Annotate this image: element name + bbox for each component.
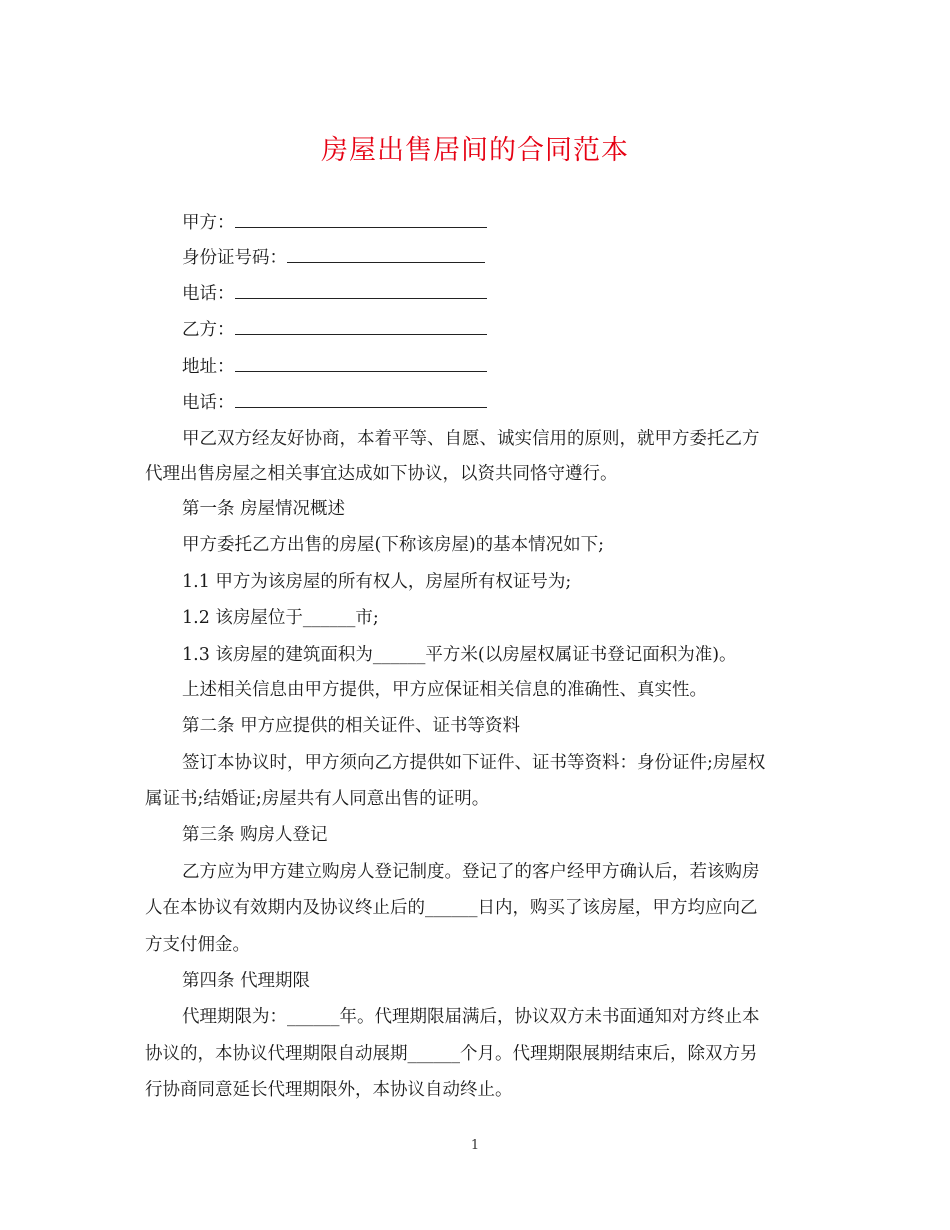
article-3-heading: 第三条 购房人登记 [182, 825, 328, 845]
phone-b-label: 电话： [182, 393, 235, 413]
article-4-line-3: 行协商同意延长代理期限外，本协议自动终止。 [145, 1080, 513, 1100]
clause-1-1: 1.1 甲方为该房屋的所有权人，房屋所有权证号为; [182, 572, 572, 592]
article-1-heading: 第一条 房屋情况概述 [182, 499, 346, 519]
article-4-heading: 第四条 代理期限 [182, 971, 311, 991]
id-number-label: 身份证号码： [182, 248, 287, 268]
party-b-label: 乙方： [182, 320, 235, 340]
party-a-field [182, 211, 487, 234]
party-b-blank [235, 318, 487, 335]
article-2-line-1: 签订本协议时，甲方须向乙方提供如下证件、证书等资料：身份证件;房屋权 [182, 753, 766, 773]
article-2-heading: 第二条 甲方应提供的相关证件、证书等资料 [182, 716, 521, 736]
phone-b-blank [235, 391, 487, 408]
party-a-label: 甲方： [182, 213, 235, 233]
article-1-intro: 甲方委托乙方出售的房屋(下称该房屋)的基本情况如下; [182, 535, 605, 555]
id-number-blank [287, 246, 485, 263]
article-3-line-2: 人在本协议有效期内及协议终止后的______日内，购买了该房屋，甲方均应向乙 [145, 898, 758, 918]
party-a-blank [235, 211, 487, 228]
phone-a-label: 电话： [182, 284, 235, 304]
article-2-line-2: 属证书;结婚证;房屋共有人同意出售的证明。 [145, 789, 490, 809]
document-title: 房屋出售居间的合同范本 [321, 135, 629, 166]
phone-a-blank [235, 282, 487, 299]
article-1-note: 上述相关信息由甲方提供，甲方应保证相关信息的准确性、真实性。 [182, 680, 707, 700]
address-blank [235, 355, 487, 372]
clause-1-3: 1.3 该房屋的建筑面积为______平方米(以房屋权属证书登记面积为准)。 [182, 645, 737, 665]
article-4-line-2: 协议的，本协议代理期限自动展期______个月。代理期限展期结束后，除双方另 [145, 1044, 758, 1064]
article-3-line-3: 方支付佣金。 [145, 935, 250, 955]
id-number-field [182, 246, 485, 269]
address-label: 地址： [182, 357, 235, 377]
address-field [182, 355, 487, 378]
clause-1-2: 1.2 该房屋位于______市; [182, 608, 379, 628]
party-b-field [182, 318, 487, 341]
article-3-line-1: 乙方应为甲方建立购房人登记制度。登记了的客户经甲方确认后，若该购房 [182, 862, 760, 882]
intro-line-1: 甲乙双方经友好协商，本着平等、自愿、诚实信用的原则，就甲方委托乙方 [182, 429, 760, 449]
intro-line-2: 代理出售房屋之相关事宜达成如下协议，以资共同恪守遵行。 [145, 464, 618, 484]
phone-b-field [182, 391, 487, 414]
article-4-line-1: 代理期限为：______年。代理期限届满后，协议双方未书面通知对方终止本 [182, 1007, 760, 1027]
page-number: 1 [470, 1138, 480, 1153]
phone-a-field [182, 282, 487, 305]
